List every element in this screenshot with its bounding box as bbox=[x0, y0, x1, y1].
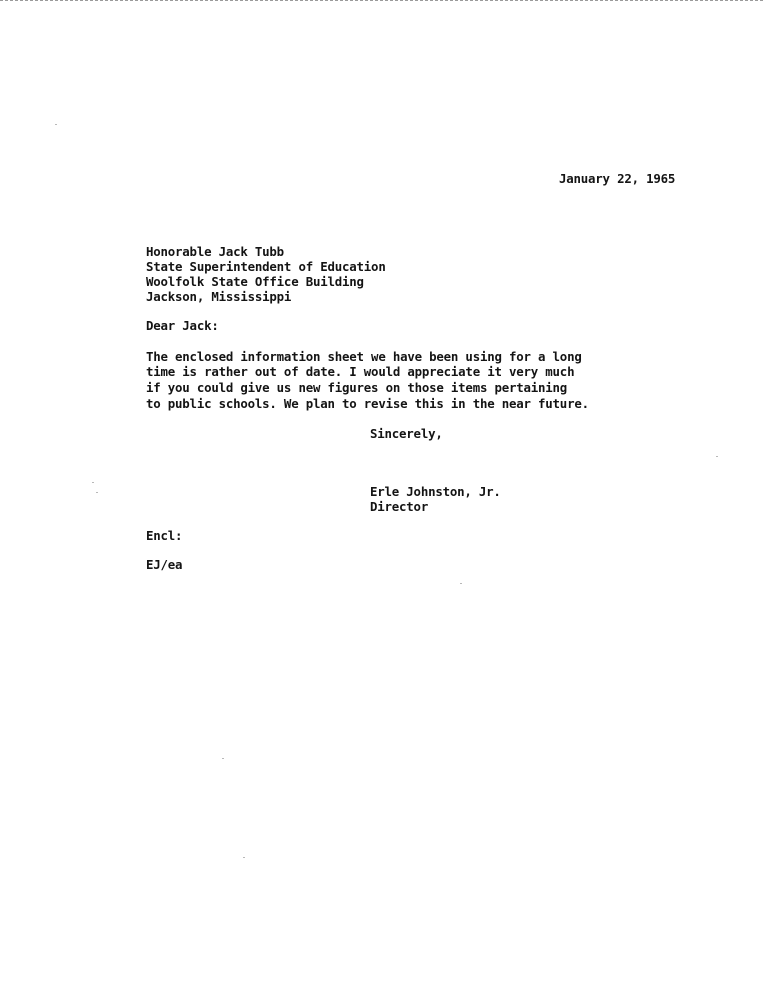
scan-speck bbox=[243, 857, 245, 858]
scan-speck bbox=[96, 492, 98, 493]
body-line: to public schools. We plan to revise this in the near future. bbox=[146, 396, 589, 411]
scan-speck bbox=[716, 456, 718, 457]
typist-initials: EJ/ea bbox=[146, 557, 183, 572]
letter-date: January 22, 1965 bbox=[559, 171, 676, 186]
body-line: The enclosed information sheet we have been using for a long bbox=[146, 349, 582, 364]
recipient-name: Honorable Jack Tubb bbox=[146, 244, 284, 259]
body-line: if you could give us new figures on those items pertaining bbox=[146, 380, 568, 395]
page-top-edge bbox=[0, 0, 763, 8]
signatory-title: Director bbox=[370, 499, 429, 514]
recipient-title: State Superintendent of Education bbox=[146, 259, 386, 274]
scan-speck bbox=[222, 758, 224, 759]
scan-speck bbox=[55, 124, 57, 125]
recipient-city: Jackson, Mississippi bbox=[146, 289, 292, 304]
body-line: time is rather out of date. I would appreciate it very much bbox=[146, 364, 575, 379]
closing: Sincerely, bbox=[370, 426, 443, 441]
signatory-name: Erle Johnston, Jr. bbox=[370, 484, 501, 499]
scan-speck bbox=[92, 482, 94, 483]
enclosure-note: Encl: bbox=[146, 528, 183, 543]
scan-speck bbox=[460, 583, 462, 584]
recipient-building: Woolfolk State Office Building bbox=[146, 274, 364, 289]
salutation: Dear Jack: bbox=[146, 318, 219, 333]
